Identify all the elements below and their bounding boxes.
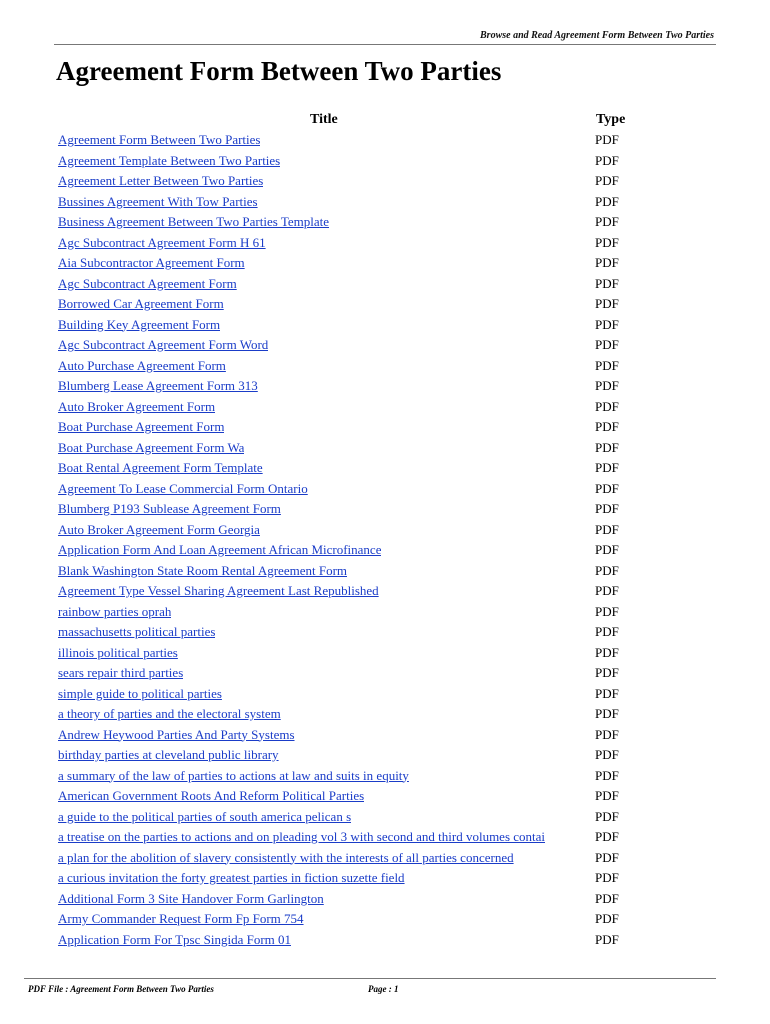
table-row	[56, 808, 656, 829]
table-row	[56, 623, 656, 644]
table-row	[56, 418, 656, 439]
document-link[interactable]: Agc Subcontract Agreement Form Word	[58, 337, 269, 352]
file-type: PDF	[595, 931, 619, 947]
table-row	[56, 213, 656, 234]
table-row	[56, 254, 656, 275]
file-type: PDF	[595, 747, 619, 762]
document-link[interactable]: Building Key Agreement Form	[58, 316, 221, 332]
file-type: PDF	[595, 214, 619, 229]
table-row	[56, 131, 656, 152]
table-row	[56, 931, 656, 952]
file-type: PDF	[595, 706, 619, 721]
document-link[interactable]: Boat Rental Agreement Form Template	[58, 460, 263, 475]
table-row	[56, 685, 656, 706]
file-type: PDF	[595, 398, 619, 414]
column-header-title: Title	[310, 112, 338, 127]
file-type: PDF	[595, 685, 619, 701]
file-type: PDF	[595, 337, 619, 352]
document-link[interactable]: Business Agreement Between Two Parties Template	[58, 214, 330, 229]
document-link[interactable]: a summary of the law of parties to actions at law and suits in equity	[58, 767, 409, 783]
table-row	[56, 234, 656, 255]
table-row	[56, 603, 656, 624]
file-type: PDF	[595, 890, 619, 906]
file-type: PDF	[595, 460, 619, 475]
table-row	[56, 562, 656, 583]
file-type: PDF	[595, 788, 619, 803]
table-row	[56, 869, 656, 890]
table-row	[56, 357, 656, 378]
document-link[interactable]: Agc Subcontract Agreement Form	[58, 275, 237, 291]
table-row	[56, 746, 656, 767]
document-title: Agreement Form Between Two Parties	[56, 56, 502, 86]
document-link[interactable]: Andrew Heywood Parties And Party Systems	[58, 726, 295, 742]
file-type: PDF	[595, 152, 619, 168]
file-type: PDF	[595, 583, 619, 598]
document-link[interactable]: a theory of parties and the electoral system	[58, 706, 281, 721]
file-type: PDF	[595, 849, 619, 865]
table-row	[56, 439, 656, 460]
file-type: PDF	[595, 480, 619, 496]
file-type: PDF	[595, 870, 619, 885]
file-type: PDF	[595, 542, 619, 557]
document-link[interactable]: Bussines Agreement With Tow Parties	[58, 193, 258, 209]
document-link[interactable]: Blank Washington State Room Rental Agreement Form	[58, 562, 348, 578]
file-type: PDF	[595, 357, 619, 373]
file-type: PDF	[595, 829, 619, 844]
footer-rule	[24, 978, 716, 979]
file-type: PDF	[595, 419, 619, 434]
file-type: PDF	[595, 132, 619, 147]
table-body	[56, 131, 656, 951]
file-type: PDF	[595, 255, 619, 270]
table-row	[56, 152, 656, 173]
file-type: PDF	[595, 501, 619, 516]
table-row	[56, 582, 656, 603]
file-type: PDF	[595, 644, 619, 660]
document-link[interactable]: American Government Roots And Reform Political Parties	[58, 788, 365, 803]
table-row	[56, 705, 656, 726]
table-row	[56, 787, 656, 808]
file-type: PDF	[595, 808, 619, 824]
column-header-type: Type	[596, 112, 626, 127]
table-row	[56, 890, 656, 911]
file-type: PDF	[595, 296, 619, 311]
table-row	[56, 193, 656, 214]
table-header	[56, 112, 656, 131]
file-type: PDF	[595, 378, 619, 393]
document-link[interactable]: Army Commander Request Form Fp Form 754	[58, 911, 304, 926]
document-link[interactable]: Additional Form 3 Site Handover Form Garlington	[58, 890, 324, 906]
table-row	[56, 767, 656, 788]
table-row	[56, 726, 656, 747]
table-row	[56, 316, 656, 337]
table-row	[56, 172, 656, 193]
table-row	[56, 644, 656, 665]
file-type: PDF	[595, 316, 619, 332]
document-link[interactable]: Agc Subcontract Agreement Form H 61	[58, 234, 266, 250]
header-rule	[54, 44, 716, 45]
file-type: PDF	[595, 603, 619, 619]
table-row	[56, 910, 656, 931]
footer-file-text: PDF File : Agreement Form Between Two Parties	[28, 984, 214, 994]
document-link[interactable]: Boat Purchase Agreement Form	[58, 419, 225, 434]
table-row	[56, 541, 656, 562]
file-type: PDF	[595, 439, 619, 455]
document-link[interactable]: Agreement To Lease Commercial Form Ontario	[58, 480, 308, 496]
file-type: PDF	[595, 665, 619, 680]
table-row	[56, 521, 656, 542]
file-type: PDF	[595, 624, 619, 639]
document-link[interactable]: Agreement Form Between Two Parties	[58, 132, 261, 147]
table-row	[56, 500, 656, 521]
table-row	[56, 275, 656, 296]
document-link[interactable]: a plan for the abolition of slavery consistently with the interests of all parties concerned	[58, 849, 514, 865]
table-row	[56, 336, 656, 357]
file-type: PDF	[595, 726, 619, 742]
document-link[interactable]: simple guide to political parties	[58, 685, 222, 701]
file-type: PDF	[595, 562, 619, 578]
document-link[interactable]: massachusetts political parties	[58, 624, 216, 639]
document-link[interactable]: birthday parties at cleveland public library	[58, 747, 279, 762]
document-link[interactable]: Auto Purchase Agreement Form	[58, 357, 226, 373]
footer-page-number: Page : 1	[368, 984, 399, 994]
table-row	[56, 459, 656, 480]
file-type: PDF	[595, 234, 619, 250]
document-link[interactable]: Agreement Type Vessel Sharing Agreement Last Republished	[58, 583, 379, 598]
document-link[interactable]: Agreement Letter Between Two Parties	[58, 173, 264, 188]
document-link[interactable]: Borrowed Car Agreement Form	[58, 296, 224, 311]
document-link[interactable]: a treatise on the parties to actions and on pleading vol 3 with second and third volumes contai	[58, 829, 546, 844]
table-row	[56, 664, 656, 685]
file-type: PDF	[595, 275, 619, 291]
document-link[interactable]: Aia Subcontractor Agreement Form	[58, 255, 245, 270]
document-link[interactable]: Agreement Template Between Two Parties	[58, 152, 281, 168]
table-row	[56, 828, 656, 849]
document-link[interactable]: rainbow parties oprah	[58, 603, 172, 619]
table-row	[56, 480, 656, 501]
table-row	[56, 398, 656, 419]
document-link[interactable]: Blumberg P193 Sublease Agreement Form	[58, 501, 281, 516]
document-link[interactable]: Auto Broker Agreement Form	[58, 398, 216, 414]
file-type: PDF	[595, 767, 619, 783]
document-link[interactable]: illinois political parties	[58, 644, 178, 660]
table-row	[56, 295, 656, 316]
header-text: Browse and Read Agreement Form Between Two Parties	[480, 30, 714, 41]
table-row	[56, 849, 656, 870]
file-type: PDF	[595, 521, 619, 537]
document-link[interactable]: a guide to the political parties of south america pelican s	[58, 808, 352, 824]
document-link[interactable]: a curious invitation the forty greatest parties in fiction suzette field	[58, 870, 405, 885]
document-link[interactable]: Application Form And Loan Agreement African Microfinance	[58, 542, 382, 557]
document-link[interactable]: Boat Purchase Agreement Form Wa	[58, 439, 245, 455]
document-table	[56, 112, 656, 951]
file-type: PDF	[595, 911, 619, 926]
file-type: PDF	[595, 173, 619, 188]
document-link[interactable]: Application Form For Tpsc Singida Form 01	[58, 931, 292, 947]
document-link[interactable]: Blumberg Lease Agreement Form 313	[58, 378, 258, 393]
document-link[interactable]: Auto Broker Agreement Form Georgia	[58, 521, 260, 537]
table-row	[56, 377, 656, 398]
document-link[interactable]: sears repair third parties	[58, 665, 184, 680]
file-type: PDF	[595, 193, 619, 209]
